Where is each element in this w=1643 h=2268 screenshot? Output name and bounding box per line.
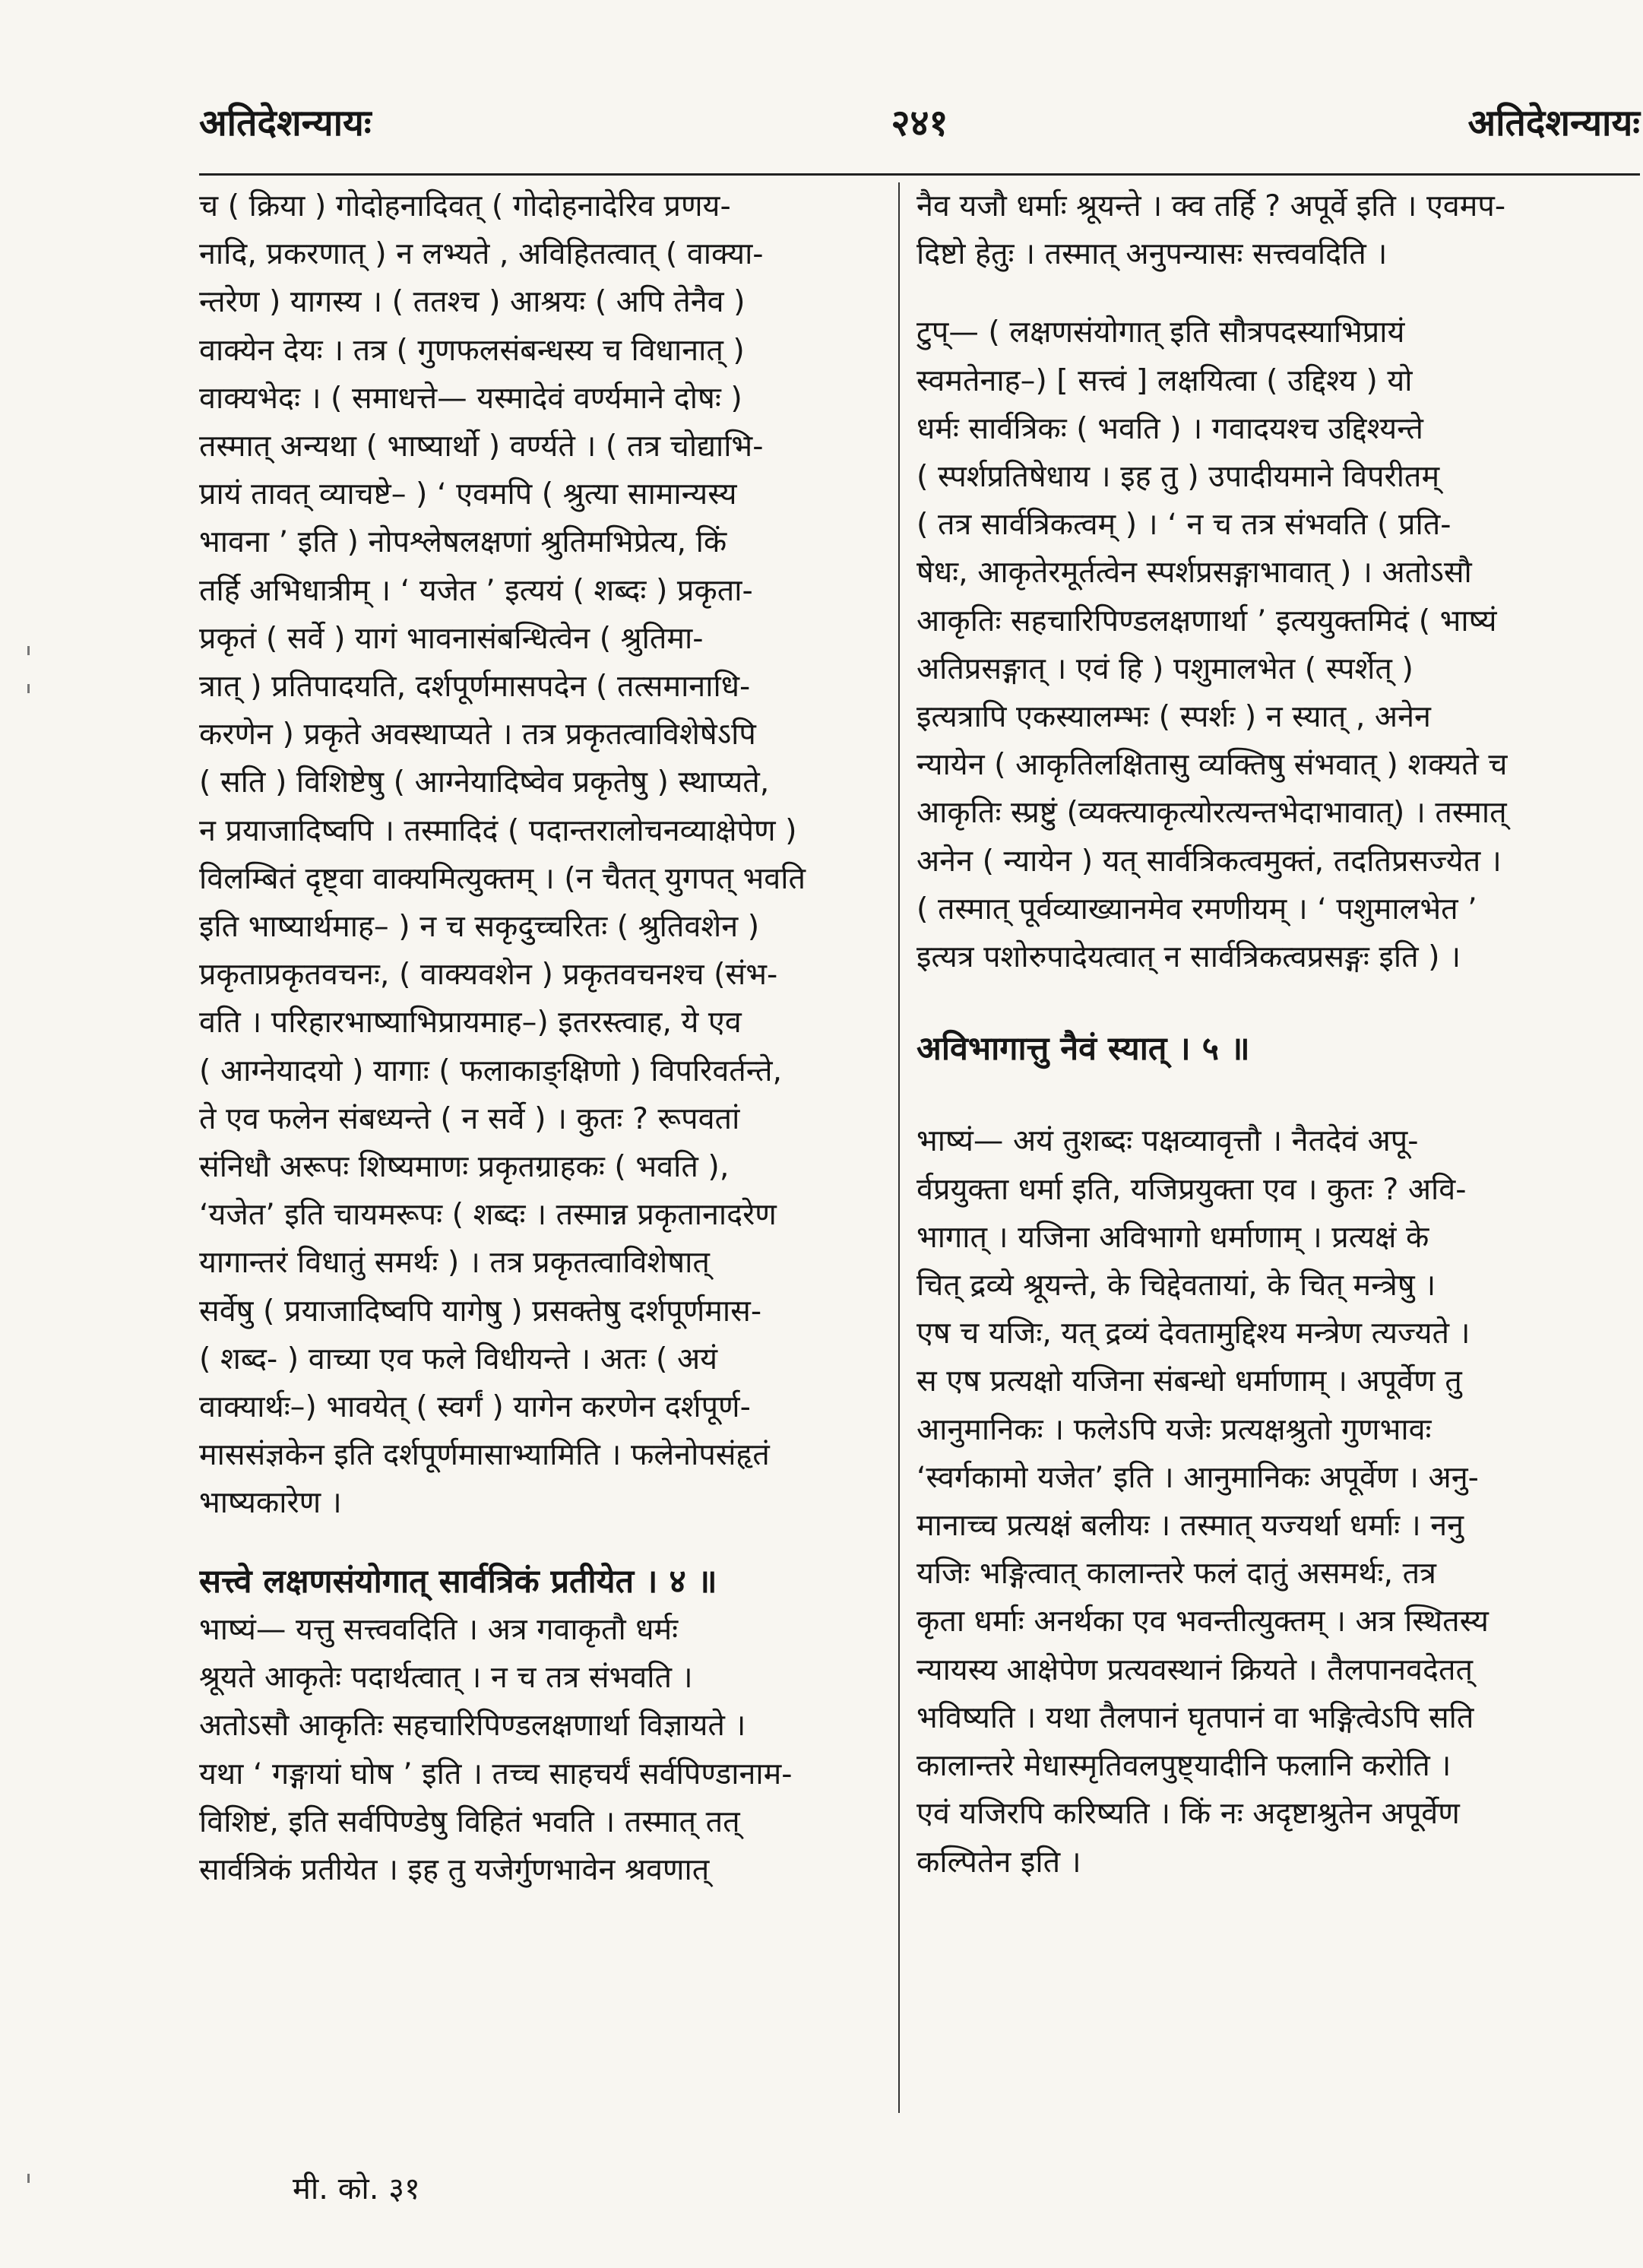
sutra-heading: सत्त्वे लक्षणसंयोगात् सार्वत्रिकं प्रतीयेत । ४ ॥: [199, 1562, 717, 1601]
text-line: ‘स्वर्गकामो यजेत’ इति । आनुमानिकः अपूर्वेण । अनु-: [916, 1459, 1479, 1495]
text-line: सार्वत्रिकं प्रतीयेत । इह तु यजेर्गुणभावेन श्रवणात्: [199, 1851, 710, 1887]
text-line: तस्मात् अन्यथा ( भाष्यार्थो ) वर्ण्यते । ( तत्र चोद्याभि-: [199, 429, 764, 464]
scan-margin-mark: [27, 646, 30, 655]
text-line: भाष्यं— अयं तुशब्दः पक्षव्यावृत्तौ । नैतदेवं अपू-: [916, 1123, 1419, 1159]
text-line: न्यायस्य आक्षेपेण प्रत्यवस्थानं क्रियते । तैलपानवदेतत्: [916, 1652, 1474, 1687]
text-line: नादि, प्रकरणात् ) न लभ्यते , अविहितत्वात् ( वाक्या-: [199, 236, 764, 272]
text-line: अनेन ( न्यायेन ) यत् सार्वत्रिकत्वमुक्तं, तदतिप्रसज्येत ।: [916, 843, 1502, 879]
text-line: प्रायं तावत् व्याचष्टे– ) ‘ एवमपि ( श्रुत्या सामान्यस्य: [199, 477, 737, 512]
text-line: न्यायेन ( आकृतिलक्षितासु व्यक्तिषु संभवात् ) शक्यते च: [916, 747, 1508, 783]
text-line: आकृतिः स्प्रष्टुं (व्यक्त्याकृत्योरत्यन्तभेदाभावात्) । तस्मात्: [916, 795, 1507, 831]
text-line: करणेन ) प्रकृते अवस्थाप्यते । तत्र प्रकृतत्वाविशेषेऽपि: [199, 717, 756, 752]
running-head-right: अतिदेशन्यायः: [1467, 102, 1640, 144]
paragraph-gap: [916, 981, 1640, 1025]
text-line: न्तरेण ) यागस्य । ( ततश्च ) आश्रयः ( अपि तेनैव ): [199, 284, 746, 320]
text-line: दिष्टो हेतुः । तस्मात् अनुपन्यासः सत्त्ववदिति ।: [916, 236, 1388, 272]
text-line: माससंज्ञकेन इति दर्शपूर्णमासाभ्यामिति । फलेनोपसंहृतं: [199, 1437, 770, 1473]
right-column: [916, 182, 1640, 1886]
text-line: वाक्यभेदः । ( समाधत्ते— यस्मादेवं वर्ण्यमाने दोषः ): [199, 380, 742, 416]
text-line: ते एव फलेन संबध्यन्ते ( न सर्वे ) । कुतः ? रूपवतां: [199, 1101, 740, 1136]
text-line: स्वमतेनाह–) [ सत्त्वं ] लक्षयित्वा ( उद्दिश्य ) यो: [916, 363, 1413, 398]
text-line: आनुमानिकः । फलेऽपि यजेः प्रत्यक्षश्रुतो गुणभावः: [916, 1411, 1432, 1447]
text-line: विलम्बितं दृष्ट्वा वाक्यमित्युक्तम् । (न चैतत् युगपत् भवति: [199, 860, 806, 896]
paragraph-gap: [199, 1528, 887, 1558]
text-line: टुप्— ( लक्षणसंयोगात् इति सौत्रपदस्याभिप्रायं: [916, 315, 1405, 350]
text-line: र्वप्रयुक्ता धर्मा इति, यजिप्रयुक्ता एव । कुतः ? अवि-: [916, 1171, 1467, 1207]
page-number: २४१: [891, 102, 948, 144]
text-line: इत्यत्र पशोरुपादेयत्वात् न सार्वत्रिकत्वप्रसङ्गः इति ) ।: [916, 939, 1461, 975]
text-line: एष च यजिः, यत् द्रव्यं देवतामुद्दिश्य मन्त्रेण त्यज्यते ।: [916, 1316, 1470, 1351]
text-line: एवं यजिरपि करिष्यति । किं नः अदृष्टाश्रुतेन अपूर्वेण: [916, 1796, 1460, 1832]
text-line: इति भाष्यार्थमाह– ) न च सकृदुच्चरितः ( श्रुतिवशेन ): [199, 909, 760, 945]
text-line: मानाच्च प्रत्यक्षं बलीयः । तस्मात् यज्यर्था धर्माः । ननु: [916, 1508, 1464, 1544]
text-line: भागात् । यजिना अविभागो धर्माणाम् । प्रत्यक्षं के: [916, 1219, 1429, 1255]
text-line: आकृतिः सहचारिपिण्डलक्षणार्था ’ इत्ययुक्तमिदं ( भाष्यं: [916, 603, 1497, 638]
scan-margin-mark: [27, 2174, 30, 2183]
text-line: ‘यजेत’ इति चायमरूपः ( शब्दः । तस्मान्न प्रकृतानादरेण: [199, 1197, 777, 1233]
text-line: भाष्यं— यत्तु सत्त्ववदिति । अत्र गवाकृतौ धर्मः: [199, 1611, 679, 1647]
text-line: वाक्यार्थः–) भावयेत् ( स्वर्गं ) यागेन करणेन दर्शपूर्ण-: [199, 1389, 751, 1425]
text-line: अतोऽसौ आकृतिः सहचारिपिण्डलक्षणार्था विज्ञायते ।: [199, 1708, 746, 1744]
running-head-left: अतिदेशन्यायः: [199, 102, 372, 144]
text-line: त्रात् ) प्रतिपादयति, दर्शपूर्णमासपदेन ( तत्समानाधि-: [199, 669, 751, 705]
paragraph-gap: [916, 278, 1640, 309]
text-line: स एष प्रत्यक्षो यजिना संबन्धो धर्माणाम् । अपूर्वेण तु: [916, 1364, 1462, 1399]
left-column: [199, 182, 887, 1894]
header-rule: [199, 173, 1640, 176]
text-line: कालान्तरे मेधास्मृतिवलपुष्ट्यादीनि फलानि करोति ।: [916, 1748, 1451, 1784]
text-line: वति । परिहारभाष्याभिप्रायमाह–) इतरस्त्वाह, ये एव: [199, 1005, 742, 1041]
column-divider: [898, 182, 900, 2113]
text-line: यागान्तरं विधातुं समर्थः ) । तत्र प्रकृतत्वाविशेषात्: [199, 1245, 710, 1281]
text-line: भविष्यति । यथा तैलपानं घृतपानं वा भङ्गित्वेऽपि सति: [916, 1699, 1474, 1735]
signature-mark: मी. को. ३१: [293, 2171, 420, 2206]
text-line: ( तत्र सार्वत्रिकत्वम् ) । ‘ न च तत्र संभवति ( प्रति-: [916, 507, 1451, 543]
text-line: भाष्यकारेण ।: [199, 1485, 342, 1521]
text-line: चित् द्रव्ये श्रूयन्ते, के चिद्देवतायां, के चित् मन्त्रेषु ।: [916, 1268, 1436, 1303]
sutra-heading: अविभागात्तु नैवं स्यात् । ५ ॥: [916, 1030, 1250, 1069]
scan-margin-mark: [27, 684, 30, 693]
text-line: यथा ‘ गङ्गायां घोष ’ इति । तच्च साहचर्यं सर्वपिण्डानाम-: [199, 1756, 793, 1791]
text-line: प्रकृतं ( सर्वे ) यागं भावनासंबन्धित्वेन ( श्रुतिमा-: [199, 620, 704, 656]
text-line: न प्रयाजादिष्वपि । तस्मादिदं ( पदान्तरालोचनव्याक्षेपेण ): [199, 812, 797, 848]
text-line: अतिप्रसङ्गात् । एवं हि ) पशुमालभेत ( स्पर्शेत् ): [916, 651, 1413, 686]
page-header: [199, 97, 1640, 158]
text-line: नैव यजौ धर्माः श्रूयन्ते । क्व तर्हि ? अपूर्वे इति । एवमप-: [916, 188, 1506, 223]
text-line: संनिधौ अरूपः शिष्यमाणः प्रकृतग्राहकः ( भवति ),: [199, 1149, 730, 1185]
text-line: ( शब्द- ) वाच्या एव फले विधीयन्ते । अतः ( अयं: [199, 1341, 718, 1376]
text-line: धर्मः सार्वत्रिकः ( भवति ) । गवादयश्च उद्दिश्यन्ते: [916, 410, 1423, 446]
text-line: ( स्पर्शप्रतिषेधाय । इह तु ) उपादीयमाने विपरीतम्: [916, 459, 1440, 495]
paragraph-gap: [916, 1073, 1640, 1117]
text-line: इत्यत्रापि एकस्यालम्भः ( स्पर्शः ) न स्यात् , अनेन: [916, 699, 1431, 735]
text-line: भावना ’ इति ) नोपश्लेषलक्षणां श्रुतिमभिप्रेत्य, किं: [199, 524, 727, 560]
text-line: वाक्येन देयः । तत्र ( गुणफलसंबन्धस्य च विधानात् ): [199, 332, 745, 368]
text-line: ( तस्मात् पूर्वव्याख्यानमेव रमणीयम् । ‘ पशुमालभेत ’: [916, 891, 1477, 927]
text-line: च ( क्रिया ) गोदोहनादिवत् ( गोदोहनादेरिव प्रणय-: [199, 188, 731, 223]
text-line: सर्वेषु ( प्रयाजादिष्वपि यागेषु ) प्रसक्तेषु दर्शपूर्णमास-: [199, 1293, 762, 1329]
text-line: तर्हि अभिधात्रीम् । ‘ यजेत ’ इत्ययं ( शब्दः ) प्रकृता-: [199, 572, 753, 608]
text-line: कल्पितेन इति ।: [916, 1844, 1081, 1880]
text-line: यजिः भङ्गित्वात् कालान्तरे फलं दातुं असमर्थः, तत्र: [916, 1556, 1436, 1592]
text-line: विशिष्टं, इति सर्वपिण्डेषु विहितं भवति । तस्मात् तत्: [199, 1804, 740, 1839]
text-line: ( सति ) विशिष्टेषु ( आग्नेयादिष्वेव प्रकृतेषु ) स्थाप्यते,: [199, 765, 770, 800]
text-line: षेधः, आकृतेरमूर्तत्वेन स्पर्शप्रसङ्गाभावात् ) । अतोऽसौ: [916, 555, 1472, 591]
text-line: कृता धर्माः अनर्थका एव भवन्तीत्युक्तम् । अत्र स्थितस्य: [916, 1604, 1489, 1639]
text-line: प्रकृताप्रकृतवचनः, ( वाक्यवशेन ) प्रकृतवचनश्च (संभ-: [199, 957, 778, 993]
text-line: श्रूयते आकृतेः पदार्थत्वात् । न च तत्र संभवति ।: [199, 1660, 693, 1696]
text-line: ( आग्नेयादयो ) यागाः ( फलाकाङ्क्षिणो ) विपरिवर्तन्ते,: [199, 1053, 783, 1088]
